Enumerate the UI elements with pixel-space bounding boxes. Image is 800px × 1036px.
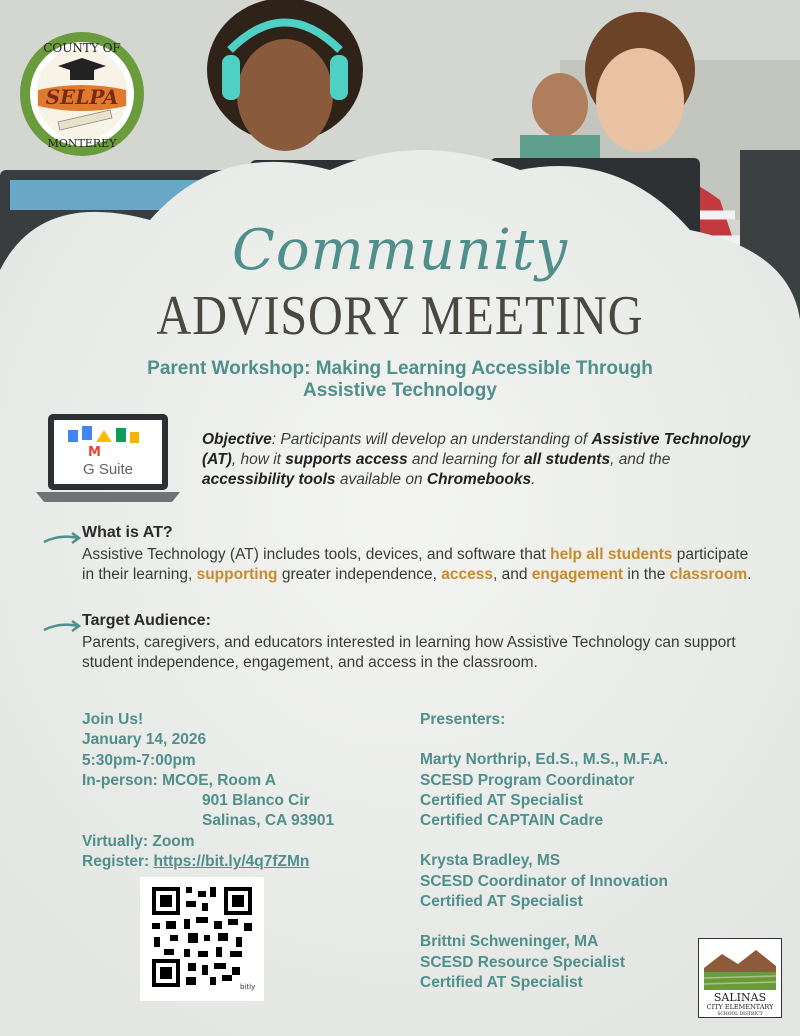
salinas-logo-top: SALINAS <box>713 991 767 1004</box>
presenter-2-title: SCESD Coordinator of Innovation <box>420 872 668 890</box>
event-date: January 14, 2026 <box>82 731 207 749</box>
presenter-3-title: SCESD Resource Specialist <box>420 953 626 971</box>
salinas-logo-mid: CITY ELEMENTARY <box>706 1003 774 1011</box>
title-advisory-meeting: ADVISORY MEETING <box>156 285 644 347</box>
presenter-2-cert: Certified AT Specialist <box>420 893 583 911</box>
arrow-icon <box>42 530 82 548</box>
arrow-icon <box>42 618 82 636</box>
title-community: Community <box>232 218 568 283</box>
presenter-1-title: SCESD Program Coordinator <box>420 771 635 789</box>
presenters-info <box>420 710 668 993</box>
qr-code-image <box>140 877 264 1001</box>
presenter-2-name: Krysta Bradley, MS <box>420 852 561 870</box>
what-is-at-body: Assistive Technology (AT) includes tools, devices, and software that help all students participate in their learning, supporting greater independence, access, and engagement in the classroom. <box>82 546 752 583</box>
subtitle-line-1: Parent Workshop: Making Learning Accessible Through <box>147 358 653 379</box>
event-address-street: 901 Blanco Cir <box>202 792 310 810</box>
what-is-at-heading: What is AT? <box>82 524 173 541</box>
event-virtual: Virtually: Zoom <box>82 832 195 850</box>
presenter-1-name: Marty Northrip, Ed.S., M.S., M.F.A. <box>420 751 669 769</box>
selpa-logo <box>18 30 146 158</box>
selpa-logo-bottom-text: MONTEREY <box>47 137 117 150</box>
gsuite-label: G Suite <box>82 461 134 478</box>
target-audience-heading: Target Audience: <box>82 612 211 629</box>
join-info <box>82 710 334 872</box>
join-heading: Join Us! <box>82 711 144 728</box>
gsuite-laptop-icon <box>32 412 184 504</box>
salinas-logo-bottom: SCHOOL DISTRICT <box>717 1012 763 1017</box>
event-address-city: Salinas, CA 93901 <box>202 812 335 830</box>
objective-paragraph: Objective: Participants will develop an understanding of Assistive Technology (AT), how it supports access and learning for all students, and the accessibility tools available on Chromebooks. <box>202 431 751 488</box>
presenter-3-cert: Certified AT Specialist <box>420 973 583 991</box>
presenter-1-cert-2: Certified CAPTAIN Cadre <box>420 812 604 830</box>
qr-code[interactable] <box>140 877 264 1001</box>
subtitle-line-2: Assistive Technology <box>303 380 497 401</box>
workshop-subtitle <box>60 358 740 402</box>
presenter-3-name: Brittni Schweninger, MA <box>420 933 599 951</box>
presenter-1-cert: Certified AT Specialist <box>420 791 583 809</box>
svg-text:M: M <box>88 445 101 460</box>
target-audience-body: Parents, caregivers, and educators interested in learning how Assistive Technology can support student independence, engagement, and access in the classroom. <box>82 634 736 671</box>
selpa-logo-mid-text: SELPA <box>45 85 119 109</box>
salinas-logo <box>698 938 782 1018</box>
register-label: Register: <box>82 853 154 871</box>
bitly-label: bitly <box>240 983 256 991</box>
register-link[interactable]: https://bit.ly/4q7fZMn <box>153 853 310 871</box>
selpa-logo-top-text: COUNTY OF <box>43 41 121 55</box>
event-location: In-person: MCOE, Room A <box>82 771 277 789</box>
event-time: 5:30pm-7:00pm <box>82 751 196 769</box>
presenters-heading: Presenters: <box>420 711 506 728</box>
